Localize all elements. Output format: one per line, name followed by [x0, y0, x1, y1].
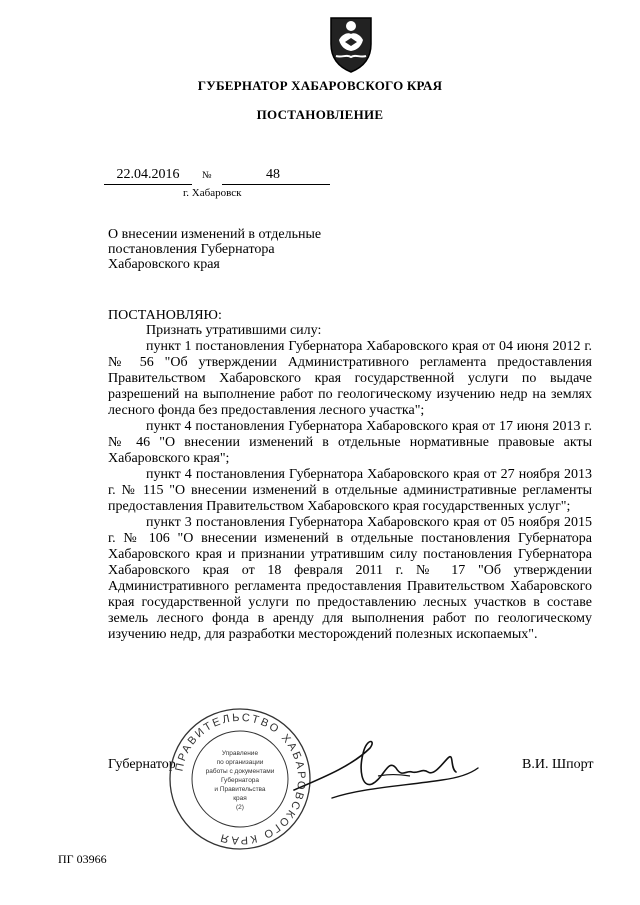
- document-number: 48: [222, 166, 330, 185]
- body-paragraph: пункт 4 постановления Губернатора Хабаровского края от 27 ноября 2013 г. № 115 "О внесении изменений в отдельные административные регламенты предоставления Правительством Хабаровского края государственных услуг";: [108, 467, 592, 514]
- document-subject: О внесении изменений в отдельные постановления Губернатора Хабаровского края: [108, 227, 322, 272]
- stamp-center-line: Губернатора: [220, 777, 260, 784]
- stamp-center-line: Управление: [221, 750, 259, 757]
- document-date: 22.04.2016: [104, 166, 192, 185]
- stamp-center-line: по организации: [216, 759, 264, 766]
- body-paragraph: пункт 4 постановления Губернатора Хабаровского края от 17 июня 2013 г. № 46 "О внесении изменений в отдельные нормативные правовые акты Хабаровского края";: [108, 419, 592, 466]
- official-stamp: [168, 707, 312, 851]
- footer-code: ПГ 03966: [58, 852, 107, 866]
- stamp-center-line: края: [233, 795, 247, 802]
- coat-of-arms-emblem: [328, 14, 374, 74]
- document-type-heading: ПОСТАНОВЛЕНИЕ: [256, 107, 384, 122]
- stamp-ring-text: ПРАВИТЕЛЬСТВО ХАБАРОВСКОГО КРАЯ: [173, 711, 308, 847]
- body-paragraph: пункт 1 постановления Губернатора Хабаровского края от 04 июня 2012 г. № 56 "Об утверждении Административного регламента предоставления Правительством Хабаровского края государственной услуги по выдаче разрешений на выполнение работ по геологическому изучению недр на землях лесного фонда без предоставления лесного участка";: [108, 339, 592, 418]
- number-sign: №: [202, 170, 212, 181]
- handwritten-signature: [292, 728, 482, 818]
- body-paragraph: Признать утратившими силу:: [146, 323, 322, 338]
- stamp-center-line: (2): [236, 804, 244, 811]
- signatory-role: Губернатор: [108, 757, 176, 772]
- stamp-center-line: работы с документами: [205, 768, 275, 775]
- issuer-heading: ГУБЕРНАТОР ХАБАРОВСКОГО КРАЯ: [197, 78, 443, 93]
- document-city: г. Хабаровск: [183, 187, 242, 199]
- signatory-name: В.И. Шпорт: [522, 757, 594, 772]
- document-body: [108, 323, 592, 643]
- stamp-center-line: и Правительства: [214, 786, 266, 793]
- decree-word: ПОСТАНОВЛЯЮ:: [108, 308, 222, 323]
- body-paragraph: пункт 3 постановления Губернатора Хабаровского края от 05 ноября 2015 г. № 106 "О внесении изменений в отдельные постановления Губернатора Хабаровского края и признании утратившим силу постановления Губернатора Хабаровского края от 18 февраля 2011 г. № 17 "Об утверждении Административного регламента предоставления Правительством Хабаровского края государственной услуги по предоставлению лесных участков в составе земель лесного фонда в аренду для выполнения работ по геологическому изучению недр, для разработки месторождений полезных ископаемых".: [108, 515, 592, 642]
